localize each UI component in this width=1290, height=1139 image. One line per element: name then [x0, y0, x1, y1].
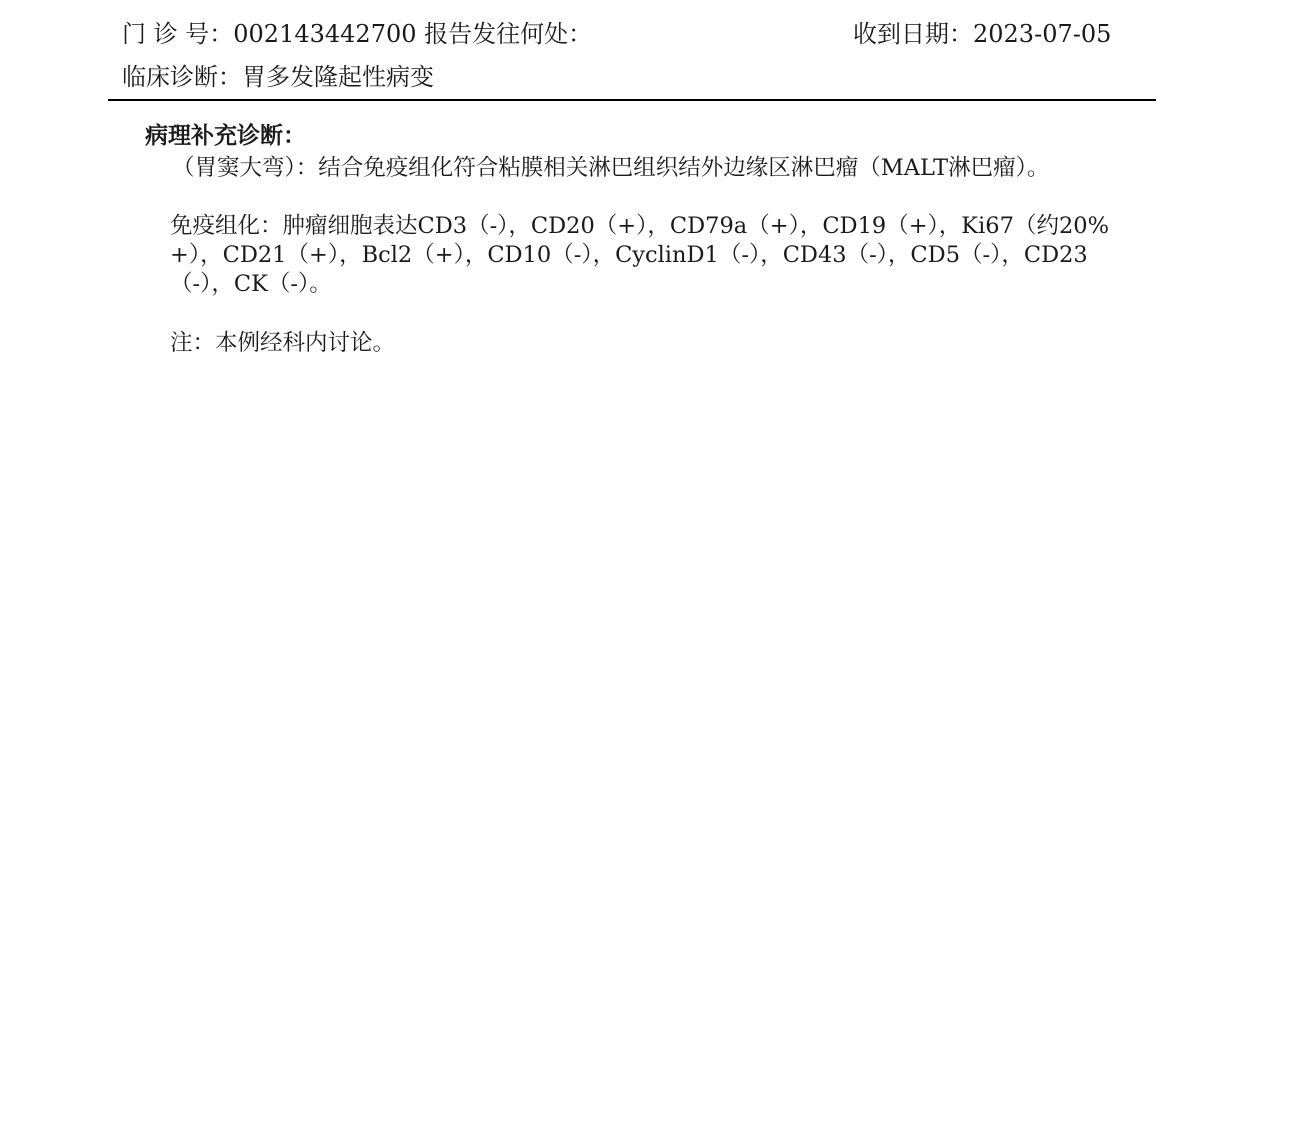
- received-date-value: 2023-07-05: [973, 20, 1112, 48]
- clinical-diagnosis-value: 胃多发隆起性病变: [242, 63, 434, 91]
- supplementary-diagnosis-title: 病理补充诊断：: [145, 123, 306, 149]
- header-divider: [108, 99, 1156, 101]
- received-date-field: [853, 19, 1111, 49]
- ihc-line-3: （-），CK（-）。: [170, 271, 332, 297]
- discussion-note: 注：本例经科内讨论。: [170, 330, 396, 356]
- received-date-label: 收到日期：: [853, 20, 973, 48]
- clinical-diagnosis-row: [122, 62, 434, 92]
- ihc-line-1: 免疫组化：肿瘤细胞表达CD3（-），CD20（+），CD79a（+），CD19（+），Ki67（约20%: [170, 213, 1109, 239]
- send-to-label: 报告发往何处：: [424, 20, 593, 48]
- outpatient-label: 门 诊 号：: [122, 20, 234, 48]
- cropped-previous-line: [108, 0, 1158, 4]
- diagnosis-finding: （胃窦大弯）：结合免疫组化符合粘膜相关淋巴组织结外边缘区淋巴瘤（MALT淋巴瘤）。: [172, 155, 1050, 181]
- ihc-line-2: +），CD21（+），Bcl2（+），CD10（-），CyclinD1（-），CD43（-），CD5（-），CD23: [170, 242, 1088, 268]
- outpatient-number: 002143442700: [233, 20, 417, 48]
- clinical-diagnosis-label: 临床诊断：: [122, 63, 242, 91]
- outpatient-row: [122, 19, 592, 49]
